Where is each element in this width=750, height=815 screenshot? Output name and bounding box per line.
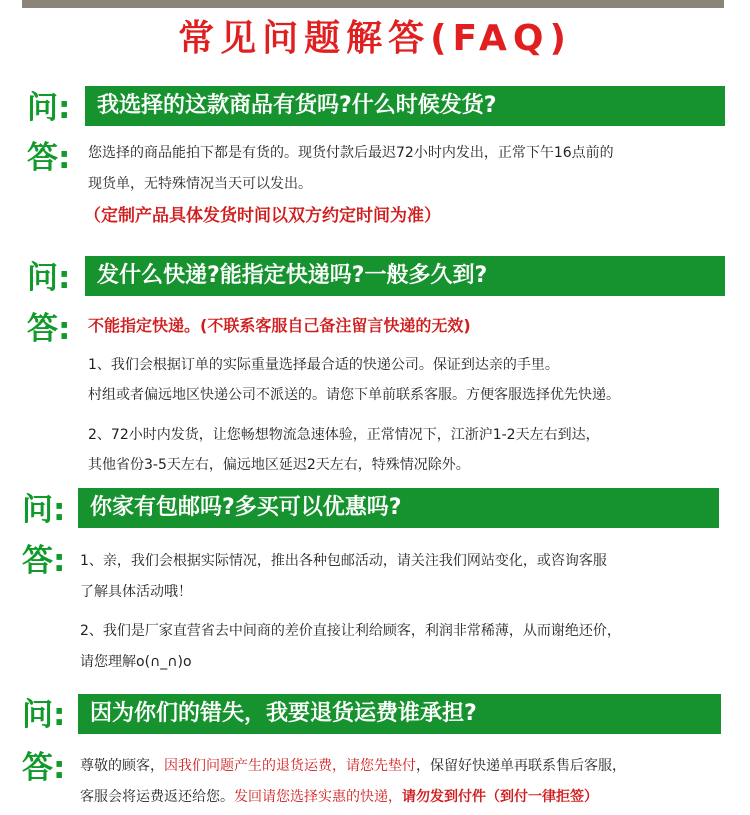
faq3-answer-line: 2、我们是厂家直营省去中间商的差价直接让利给顾客，利润非常稀薄，从而谢绝还价， <box>80 623 621 639</box>
faq1-answer-line: 您选择的商品能拍下都是有货的。现货付款后最迟72小时内发出，正常下午16点前的 <box>88 145 614 161</box>
faq4-warning: 请勿发到付件（到付一律拒签） <box>402 789 598 805</box>
faq2-question: 发什么快递?能指定快递吗?一般多久到? <box>85 256 725 296</box>
faq2-answer-line: 1、我们会根据订单的实际重量选择最合适的快递公司。保证到达亲的手里。 <box>88 357 559 373</box>
answer-label: 答: <box>22 750 66 786</box>
faq1-answer-line: 现货单，无特殊情况当天可以发出。 <box>88 176 312 192</box>
faq4-red-text: 发回请您选择实惠的快递， <box>234 789 402 805</box>
top-decorative-strip <box>22 0 724 8</box>
faq2-highlight: 不能指定快递。(不联系客服自己备注留言快递的无效) <box>88 316 471 335</box>
faq1-question: 我选择的这款商品有货吗?什么时候发货? <box>85 86 725 126</box>
faq3-answer-line: 了解具体活动哦！ <box>80 584 192 600</box>
faq4-greeting: 尊敬的顾客， <box>80 758 164 774</box>
answer-label: 答: <box>27 311 71 347</box>
faq2-answer-line: 2、72小时内发货，让您畅想物流急速体验，正常情况下，江浙沪1-2天左右到达， <box>88 427 600 443</box>
question-label: 问: <box>27 260 71 296</box>
answer-label: 答: <box>22 543 66 579</box>
faq3-answer-line: 1、亲，我们会根据实际情况，推出各种包邮活动，请关注我们网站变化，或咨询客服 <box>80 553 607 569</box>
faq1-note: （定制产品具体发货时间以双方约定时间为准） <box>84 206 441 226</box>
faq3-question: 你家有包邮吗?多买可以优惠吗? <box>78 488 719 528</box>
faq3-answer-line: 请您理解o(∩_∩)o <box>80 654 192 670</box>
question-label: 问: <box>22 492 66 528</box>
faq4-text: ，保留好快递单再联系售后客服， <box>416 758 626 774</box>
faq4-answer-line <box>80 755 626 777</box>
faq4-question: 因为你们的错失，我要退货运费谁承担? <box>78 694 721 734</box>
question-label: 问: <box>22 697 66 733</box>
faq2-answer-line: 村组或者偏远地区快递公司不派送的。请您下单前联系客服。方便客服选择优先快递。 <box>88 387 620 403</box>
answer-label: 答: <box>27 140 71 176</box>
faq2-answer-line: 其他省份3-5天左右，偏远地区延迟2天左右，特殊情况除外。 <box>88 457 470 473</box>
faq4-text: 客服会将运费返还给您。 <box>80 789 234 805</box>
faq4-red-text: 因我们问题产生的退货运费，请您先垫付 <box>164 758 416 774</box>
question-label: 问: <box>27 90 71 126</box>
page-title: 常见问题解答(FAQ) <box>178 18 572 59</box>
faq4-answer-line <box>80 786 598 808</box>
